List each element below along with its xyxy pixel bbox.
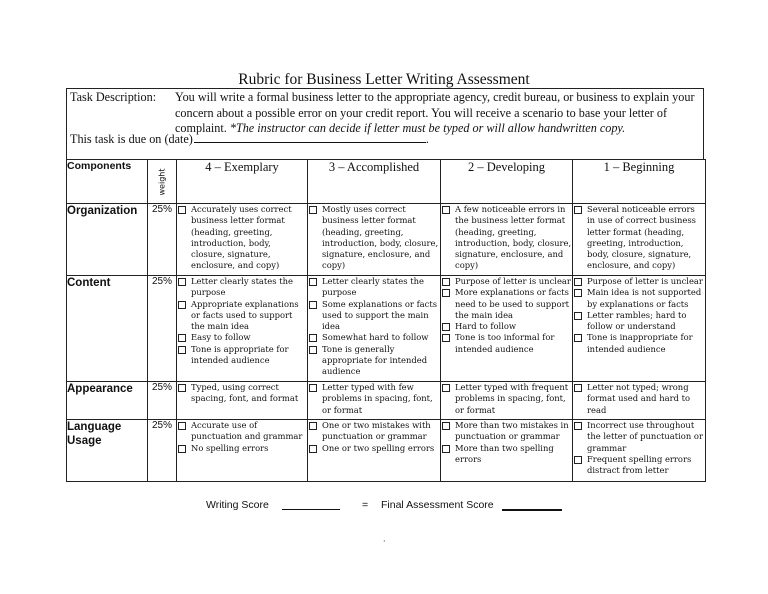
header-level-4: 4 – Exemplary [177,160,308,204]
header-level-1: 1 – Beginning [573,160,706,204]
checkbox-criterion: No spelling errors [177,443,307,454]
checkbox-criterion: Incorrect use throughout the letter of punctuation or grammar [573,420,705,454]
criteria-cell [308,204,441,276]
rubric-row [67,420,706,482]
equals-sign: = [362,499,369,511]
score-footer [0,499,768,519]
criteria-list [177,420,307,454]
criteria-cell [177,204,308,276]
checkbox-criterion: Letter typed with frequent problems in spacing, font, or format [441,382,572,416]
criteria-cell [308,276,441,382]
checkbox-criterion: Letter clearly states the purpose [308,276,440,299]
writing-score-label: Writing Score [206,499,269,511]
header-weight-label: weight [157,168,167,195]
checkbox-criterion: Hard to follow [441,321,572,332]
header-components: Components [67,160,148,204]
task-line-1: You will write a formal business letter to the appropriate agency, credit bureau, or business to explain your [175,90,695,104]
header-weight [148,160,177,204]
criteria-cell [441,276,573,382]
document-title: Rubric for Business Letter Writing Assessment [238,71,530,88]
criteria-cell [573,276,706,382]
checkbox-criterion: Main idea is not supported by explanations or facts [573,287,705,310]
criteria-cell [573,382,706,420]
writing-score-blank [282,499,340,513]
rubric-table [66,159,706,482]
checkbox-criterion: One or two mistakes with punctuation or grammar [308,420,440,443]
row-weight: 25% [148,420,177,482]
row-weight: 25% [148,276,177,382]
row-component-name: Organization [67,204,148,276]
criteria-cell [308,382,441,420]
criteria-list [308,382,440,416]
page-dot: · [383,537,386,546]
due-date-blank [194,133,426,143]
criteria-cell [177,276,308,382]
checkbox-criterion: Typed, using correct spacing, font, and format [177,382,307,405]
final-score-blank [502,499,562,514]
row-component-name: Content [67,276,148,382]
checkbox-criterion: More than two mistakes in punctuation or grammar [441,420,572,443]
criteria-list [308,204,440,272]
task-description-box [66,88,704,159]
criteria-list [441,276,572,355]
due-date-line [70,132,429,148]
criteria-list [308,276,440,378]
criteria-cell [441,382,573,420]
checkbox-criterion: More than two spelling errors [441,443,572,466]
criteria-list [441,420,572,465]
checkbox-criterion: Tone is inappropriate for intended audience [573,332,705,355]
criteria-cell [177,382,308,420]
header-row [67,160,706,204]
task-description-text [175,90,700,137]
task-line-2: concern about a possible error on your credit report. You will receive a scenario to base your letter of [175,105,668,120]
checkbox-criterion: Letter typed with few problems in spacing, font, or format [308,382,440,416]
criteria-list [441,204,572,272]
rubric-row [67,382,706,420]
criteria-list [308,420,440,454]
due-date-label: This task is due on (date) [70,132,193,146]
checkbox-criterion: Accurately uses correct business letter format (heading, greeting, introduction, body, closure, signature, enclosure, and copy) [177,204,307,272]
criteria-cell [573,204,706,276]
checkbox-criterion: Tone is too informal for intended audience [441,332,572,355]
checkbox-criterion: Somewhat hard to follow [308,332,440,343]
criteria-list [177,382,307,405]
checkbox-criterion: Mostly uses correct business letter format (heading, greeting, introduction, body, closure, signature, enclosure, and copy) [308,204,440,272]
checkbox-criterion: Easy to follow [177,332,307,343]
checkbox-criterion: Tone is appropriate for intended audience [177,344,307,367]
task-line-3: complaint. [175,121,230,135]
rubric-row [67,276,706,382]
checkbox-criterion: Purpose of letter is unclear [573,276,705,287]
checkbox-criterion: Accurate use of punctuation and grammar [177,420,307,443]
checkbox-criterion: Purpose of letter is unclear [441,276,572,287]
header-level-3: 3 – Accomplished [308,160,441,204]
checkbox-criterion: Frequent spelling errors distract from letter [573,454,705,477]
header-level-2: 2 – Developing [441,160,573,204]
row-weight: 25% [148,204,177,276]
criteria-list [573,382,705,416]
checkbox-criterion: Tone is generally appropriate for intended audience [308,344,440,378]
rubric-row [67,204,706,276]
criteria-list [573,420,705,476]
criteria-list [573,276,705,355]
criteria-list [177,276,307,366]
criteria-cell [177,420,308,482]
due-date-period: . [425,132,429,146]
criteria-cell [308,420,441,482]
criteria-list [573,204,705,272]
checkbox-criterion: Letter not typed; wrong format used and hard to read [573,382,705,416]
checkbox-criterion: Letter rambles; hard to follow or understand [573,310,705,333]
checkbox-criterion: One or two spelling errors [308,443,440,454]
checkbox-criterion: A few noticeable errors in the business letter format (heading, greeting, introduction, body, closure, signature, enclosure, and copy) [441,204,572,272]
task-description-label: Task Description: [70,90,157,104]
checkbox-criterion: Letter clearly states the purpose [177,276,307,299]
row-component-name: Language Usage [67,420,148,482]
criteria-list [441,382,572,416]
criteria-list [177,204,307,272]
row-weight: 25% [148,382,177,420]
checkbox-criterion: More explanations or facts need to be used to support the main idea [441,287,572,321]
criteria-cell [441,204,573,276]
criteria-cell [441,420,573,482]
row-component-name: Appearance [67,382,148,420]
rubric-body [67,204,706,482]
checkbox-criterion: Appropriate explanations or facts used to support the main idea [177,299,307,333]
task-instructor-note: *The instructor can decide if letter must be typed or will allow handwritten copy. [229,121,626,135]
checkbox-criterion: Some explanations or facts used to support the main idea [308,299,440,333]
checkbox-criterion: Several noticeable errors in use of correct business letter format (heading, greeting, introduction, body, closure, signature, enclosure, and copy) [573,204,705,272]
criteria-cell [573,420,706,482]
final-score-label: Final Assessment Score [381,499,494,511]
